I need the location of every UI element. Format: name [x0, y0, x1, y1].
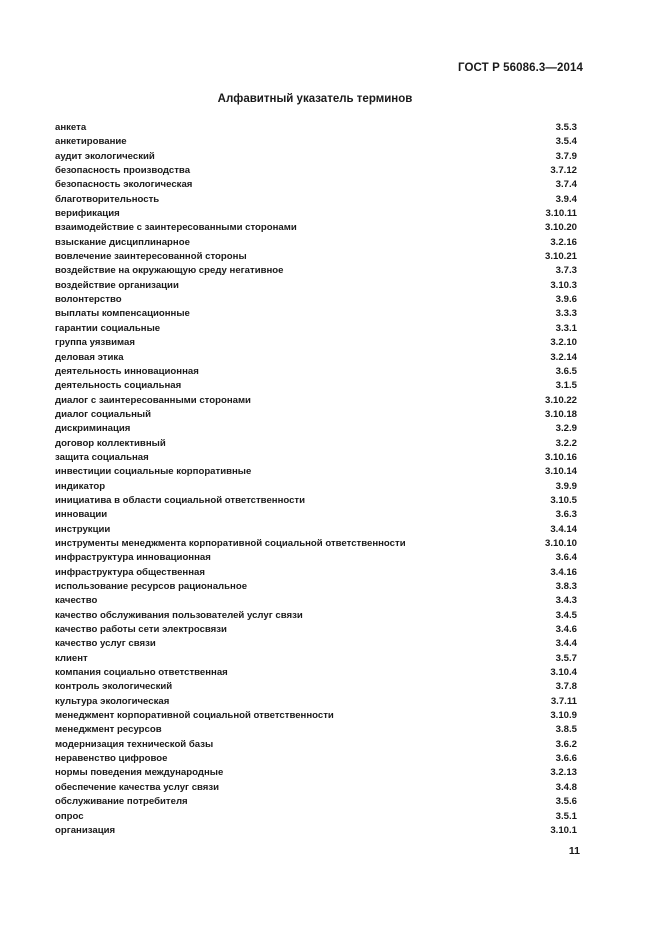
- index-term: безопасность производства: [55, 165, 191, 177]
- index-entry: [55, 408, 577, 422]
- index-reference: 3.10.20: [544, 222, 577, 234]
- index-term: взыскание дисциплинарное: [55, 236, 190, 248]
- index-term: анкета: [55, 122, 87, 133]
- index-term: обеспечение качества услуг связи: [55, 781, 220, 793]
- index-reference: 3.2.10: [550, 337, 577, 349]
- page-title: Алфавитный указатель терминов: [217, 93, 413, 105]
- index-term: деятельность инновационная: [55, 365, 199, 377]
- index-entry: [55, 221, 577, 235]
- index-entry: [55, 795, 577, 809]
- index-reference: 3.10.5: [550, 494, 577, 506]
- index-entry: [55, 121, 577, 135]
- index-term: качество: [55, 595, 98, 607]
- index-entry: [55, 250, 577, 264]
- index-term: качество работы сети электросвязи: [55, 624, 227, 636]
- index-reference: 3.10.22: [544, 394, 577, 406]
- index-reference: 3.10.10: [544, 537, 577, 549]
- index-entry: [55, 135, 577, 149]
- index-entry: [55, 680, 577, 694]
- index-entry: [55, 537, 577, 551]
- index-term: инфраструктура инновационная: [55, 552, 211, 564]
- index-reference: 3.10.3: [550, 279, 577, 291]
- index-reference: 3.6.2: [555, 738, 577, 750]
- index-term: верификация: [55, 208, 120, 220]
- index-term: нормы поведения международные: [55, 767, 224, 779]
- index-reference: 3.4.16: [550, 566, 577, 578]
- index-reference: 3.9.4: [555, 193, 577, 205]
- index-reference: 3.10.18: [544, 408, 577, 420]
- index-term: дискриминация: [55, 423, 131, 435]
- index-entry: [55, 637, 577, 651]
- index-reference: 3.4.4: [555, 638, 577, 650]
- index-entry: [55, 551, 577, 565]
- index-entry: [55, 322, 577, 336]
- index-term: инновации: [55, 509, 108, 521]
- index-entry: [55, 365, 577, 379]
- index-entry: [55, 279, 577, 293]
- index-reference: 3.4.3: [555, 595, 577, 607]
- index-term: компания социально ответственная: [55, 667, 228, 679]
- index-term: волонтерство: [55, 294, 122, 306]
- index-term: культура экологическая: [55, 695, 170, 707]
- index-reference: 3.5.7: [555, 652, 577, 664]
- index-reference: 3.2.14: [550, 351, 577, 363]
- index-term: защита социальная: [55, 451, 149, 463]
- page-number: 11: [568, 845, 580, 857]
- index-term: аудит экологический: [55, 150, 155, 162]
- index-entry: [55, 236, 577, 250]
- index-entry: [55, 824, 577, 838]
- index-reference: 3.6.5: [555, 365, 577, 377]
- index-reference: 3.7.8: [555, 681, 577, 693]
- index-entry: [55, 508, 577, 522]
- index-entry: [55, 666, 577, 680]
- index-reference: 3.3.1: [555, 322, 577, 334]
- index-reference: 3.10.11: [545, 208, 577, 220]
- index-term: клиент: [55, 652, 88, 664]
- index-entry: [55, 781, 577, 795]
- index-reference: 3.8.5: [555, 724, 577, 736]
- index-entry: [55, 810, 577, 824]
- index-term: безопасность экологическая: [55, 179, 193, 191]
- index-entry: [55, 566, 577, 580]
- index-entry: [55, 422, 577, 436]
- index-term: диалог социальный: [55, 408, 152, 420]
- index-entry: [55, 379, 577, 393]
- index-entry: [55, 207, 577, 221]
- index-term: деловая этика: [55, 351, 124, 363]
- index-term: индикатор: [55, 480, 106, 492]
- index-term: инвестиции социальные корпоративные: [55, 466, 252, 478]
- index-reference: 3.4.14: [550, 523, 577, 535]
- index-entry: [55, 307, 577, 321]
- index-term: инициатива в области социальной ответственности: [55, 494, 306, 506]
- index-entry: [55, 178, 577, 192]
- index-term: качество обслуживания пользователей услуг связи: [55, 609, 303, 621]
- index-reference: 3.7.12: [550, 165, 577, 177]
- index-term: неравенство цифровое: [55, 753, 168, 765]
- index-entry: [55, 623, 577, 637]
- index-entry: [55, 723, 577, 737]
- index-reference: 3.10.21: [544, 251, 577, 263]
- index-entry: [55, 752, 577, 766]
- index-entry: [55, 193, 577, 207]
- index-reference: 3.6.6: [555, 753, 577, 765]
- index-entry: [55, 494, 577, 508]
- index-reference: 3.5.1: [555, 810, 577, 822]
- index-term: использование ресурсов рациональное: [55, 581, 248, 592]
- index-entry: [55, 738, 577, 752]
- index-term: контроль экологический: [55, 681, 173, 693]
- index-reference: 3.7.9: [555, 150, 577, 162]
- index-term: обслуживание потребителя: [55, 796, 188, 808]
- index-entry: [55, 465, 577, 479]
- index-reference: 3.2.16: [550, 236, 577, 248]
- index-term: анкетирование: [55, 136, 127, 148]
- index-reference: 3.3.3: [555, 308, 577, 320]
- index-reference: 3.4.5: [555, 609, 577, 621]
- index-entry: [55, 351, 577, 365]
- index-entry: [55, 594, 577, 608]
- index-entry: [55, 652, 577, 666]
- index-entry: [55, 766, 577, 780]
- index-reference: 3.5.3: [555, 122, 577, 133]
- document-standard-code: ГОСТ Р 56086.3—2014: [458, 62, 583, 74]
- index-reference: 3.7.3: [555, 265, 577, 277]
- index-entry: [55, 523, 577, 537]
- index-reference: 3.10.14: [544, 466, 577, 478]
- index-reference: 3.9.6: [555, 294, 577, 306]
- index-term: договор коллективный: [55, 437, 166, 449]
- index-reference: 3.5.6: [555, 796, 577, 808]
- index-entry: [55, 709, 577, 723]
- index-term: инструменты менеджмента корпоративной социальной ответственности: [55, 537, 406, 549]
- index-reference: 3.1.5: [555, 380, 577, 392]
- index-reference: 3.4.6: [555, 624, 577, 636]
- index-reference: 3.2.13: [550, 767, 577, 779]
- index-entry: [55, 609, 577, 623]
- index-term: воздействие на окружающую среду негативное: [55, 265, 284, 277]
- index-term: качество услуг связи: [55, 638, 156, 650]
- index-reference: 3.6.4: [555, 552, 577, 564]
- index-entry: [55, 293, 577, 307]
- index-term: инструкции: [55, 523, 111, 535]
- index-reference: 3.5.4: [555, 136, 577, 148]
- index-term: организация: [55, 824, 116, 836]
- index-term: опрос: [55, 810, 84, 822]
- index-term: модернизация технической базы: [55, 738, 214, 750]
- index-term: гарантии социальные: [55, 322, 161, 334]
- index-entry: [55, 695, 577, 709]
- index-entry: [55, 480, 577, 494]
- index-term: менеджмент корпоративной социальной ответственности: [55, 710, 334, 722]
- index-term: вовлечение заинтересованной стороны: [55, 251, 247, 263]
- index-reference: 3.7.4: [555, 179, 577, 191]
- term-index-list: [55, 121, 577, 838]
- index-entry: [55, 336, 577, 350]
- index-term: благотворительность: [55, 193, 160, 205]
- index-entry: [55, 264, 577, 278]
- index-reference: 3.10.16: [544, 451, 577, 463]
- index-reference: 3.9.9: [555, 480, 577, 492]
- index-term: воздействие организации: [55, 279, 179, 291]
- index-term: выплаты компенсационные: [55, 308, 190, 320]
- index-entry: [55, 437, 577, 451]
- index-reference: 3.7.11: [550, 695, 577, 707]
- index-reference: 3.10.9: [550, 710, 577, 722]
- index-reference: 3.6.3: [555, 509, 577, 521]
- index-reference: 3.2.2: [555, 437, 577, 449]
- index-reference: 3.2.9: [555, 423, 577, 435]
- index-reference: 3.10.1: [550, 824, 577, 836]
- index-entry: [55, 451, 577, 465]
- index-reference: 3.4.8: [555, 781, 577, 793]
- index-entry: [55, 394, 577, 408]
- index-entry: [55, 580, 577, 594]
- index-entry: [55, 150, 577, 164]
- index-reference: 3.10.4: [550, 667, 577, 679]
- index-term: деятельность социальная: [55, 380, 182, 392]
- index-term: взаимодействие с заинтересованными сторонами: [55, 222, 297, 234]
- index-entry: [55, 164, 577, 178]
- index-term: инфраструктура общественная: [55, 566, 205, 578]
- index-term: диалог с заинтересованными сторонами: [55, 394, 251, 406]
- index-reference: 3.8.3: [555, 581, 577, 592]
- index-term: группа уязвимая: [55, 337, 135, 349]
- index-term: менеджмент ресурсов: [55, 724, 162, 736]
